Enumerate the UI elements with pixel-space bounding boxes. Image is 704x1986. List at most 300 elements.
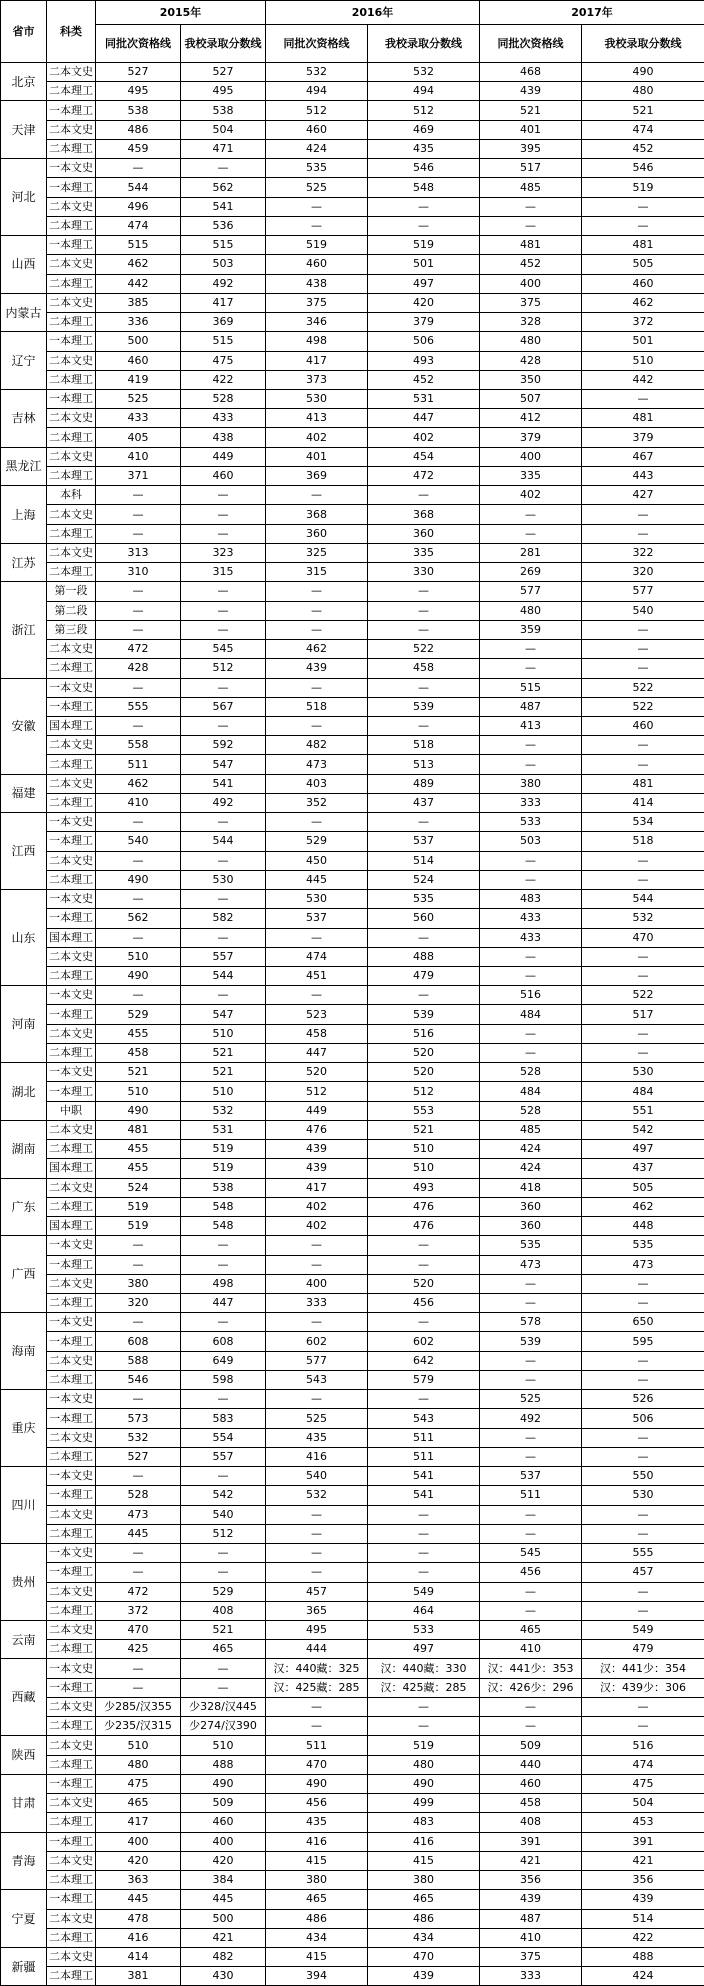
qualify-2015-cell: — [96, 851, 181, 870]
qualify-2016-cell: — [266, 1524, 368, 1543]
admit-2015-cell: 592 [181, 736, 266, 755]
category-cell: 国本理工 [47, 928, 96, 947]
admit-2015-cell: 490 [181, 1774, 266, 1793]
admit-2017-cell: — [582, 216, 704, 235]
admit-2016-cell: 519 [368, 236, 480, 255]
qualify-2015-cell: 474 [96, 216, 181, 235]
admit-2017-cell: 480 [582, 82, 704, 101]
admit-2016-cell: 447 [368, 409, 480, 428]
table-row [1, 813, 704, 832]
category-cell: 二本理工 [47, 1524, 96, 1543]
qualify-2017-cell: 517 [480, 159, 582, 178]
table-row [1, 1120, 704, 1139]
category-cell: 一本理工 [47, 178, 96, 197]
admit-2017-cell: 475 [582, 1774, 704, 1793]
category-cell: 二本文史 [47, 63, 96, 82]
qualify-2016-cell: 360 [266, 524, 368, 543]
qualify-2015-cell: 381 [96, 1967, 181, 1986]
table-row [1, 1467, 704, 1486]
table-row [1, 928, 704, 947]
province-cell: 海南 [1, 1313, 47, 1390]
admit-2015-cell: 519 [181, 1159, 266, 1178]
table-row [1, 1140, 704, 1159]
category-cell: 一本理工 [47, 1332, 96, 1351]
qualify-2017-cell: 421 [480, 1851, 582, 1870]
admit-2016-cell: 汉：440藏：330 [368, 1659, 480, 1678]
admit-2015-cell: — [181, 1659, 266, 1678]
admit-2015-cell: — [181, 505, 266, 524]
qualify-2017-cell: 521 [480, 101, 582, 120]
qualify-2015-cell: — [96, 505, 181, 524]
admit-2017-cell: — [582, 947, 704, 966]
admit-2016-cell: 476 [368, 1217, 480, 1236]
qualify-2016-cell: — [266, 678, 368, 697]
qualify-2017-cell: 328 [480, 313, 582, 332]
admit-2015-cell: 417 [181, 293, 266, 312]
admit-2017-cell: 522 [582, 678, 704, 697]
qualify-2016-cell: 543 [266, 1370, 368, 1389]
category-cell: 二本理工 [47, 466, 96, 485]
category-cell: 二本理工 [47, 1294, 96, 1313]
qualify-2015-cell: 510 [96, 1736, 181, 1755]
qualify-2017-cell: 360 [480, 1197, 582, 1216]
qualify-2015-cell: 445 [96, 1524, 181, 1543]
category-cell: 二本文史 [47, 447, 96, 466]
category-cell: 二本理工 [47, 1601, 96, 1620]
table-row [1, 293, 704, 312]
qualify-2015-cell: 455 [96, 1024, 181, 1043]
admit-2017-cell: — [582, 870, 704, 889]
admit-2015-cell: 438 [181, 428, 266, 447]
province-cell: 重庆 [1, 1390, 47, 1467]
table-row [1, 1390, 704, 1409]
admit-2016-cell: 489 [368, 774, 480, 793]
qualify-2016-cell: 518 [266, 697, 368, 716]
qualify-2017-cell: 480 [480, 332, 582, 351]
admit-2017-cell: 532 [582, 909, 704, 928]
category-cell: 二本理工 [47, 1043, 96, 1062]
admit-2016-cell: 501 [368, 255, 480, 274]
province-cell: 江西 [1, 813, 47, 890]
admit-2016-cell: 546 [368, 159, 480, 178]
category-cell: 国本理工 [47, 1217, 96, 1236]
category-cell: 二本文史 [47, 1024, 96, 1043]
admit-2015-cell: 503 [181, 255, 266, 274]
qualify-2017-cell: — [480, 640, 582, 659]
admit-2016-cell: — [368, 620, 480, 639]
admit-2017-cell: — [582, 736, 704, 755]
admit-2015-cell: 510 [181, 1082, 266, 1101]
admit-2015-cell: — [181, 1678, 266, 1697]
admit-2016-cell: — [368, 716, 480, 735]
admit-2017-cell: — [582, 755, 704, 774]
header-admit-2015: 我校录取分数线 [181, 25, 266, 63]
province-cell: 宁夏 [1, 1890, 47, 1948]
qualify-2015-cell: 490 [96, 1101, 181, 1120]
qualify-2017-cell: 535 [480, 1236, 582, 1255]
qualify-2017-cell: 379 [480, 428, 582, 447]
qualify-2017-cell: 359 [480, 620, 582, 639]
qualify-2015-cell: — [96, 1467, 181, 1486]
province-cell: 云南 [1, 1620, 47, 1658]
admit-2016-cell: 541 [368, 1467, 480, 1486]
admit-2017-cell: 457 [582, 1563, 704, 1582]
table-row [1, 774, 704, 793]
admit-2015-cell: 529 [181, 1582, 266, 1601]
admit-2016-cell: 512 [368, 1082, 480, 1101]
admit-2016-cell: 524 [368, 870, 480, 889]
admit-2016-cell: 汉：425藏：285 [368, 1678, 480, 1697]
table-row [1, 236, 704, 255]
admit-2016-cell: 511 [368, 1428, 480, 1447]
qualify-2017-cell: 424 [480, 1159, 582, 1178]
qualify-2016-cell: 476 [266, 1120, 368, 1139]
category-cell: 二本理工 [47, 1967, 96, 1986]
table-row [1, 370, 704, 389]
admit-2016-cell: 456 [368, 1294, 480, 1313]
qualify-2016-cell: 486 [266, 1909, 368, 1928]
qualify-2015-cell: — [96, 486, 181, 505]
qualify-2017-cell: — [480, 1024, 582, 1043]
admit-2016-cell: 499 [368, 1794, 480, 1813]
admit-2017-cell: — [582, 1717, 704, 1736]
admit-2015-cell: 422 [181, 370, 266, 389]
qualify-2016-cell: 402 [266, 1217, 368, 1236]
qualify-2017-cell: — [480, 851, 582, 870]
qualify-2017-cell: — [480, 1370, 582, 1389]
admit-2015-cell: — [181, 678, 266, 697]
category-cell: 二本理工 [47, 1755, 96, 1774]
qualify-2015-cell: 524 [96, 1178, 181, 1197]
admit-2015-cell: 545 [181, 640, 266, 659]
admit-2016-cell: 513 [368, 755, 480, 774]
admit-2017-cell: — [582, 640, 704, 659]
qualify-2017-cell: 333 [480, 793, 582, 812]
qualify-2016-cell: 403 [266, 774, 368, 793]
qualify-2017-cell: 433 [480, 909, 582, 928]
admit-2017-cell: 437 [582, 1159, 704, 1178]
admit-2017-cell: 551 [582, 1101, 704, 1120]
admit-2017-cell: 422 [582, 1928, 704, 1947]
category-cell: 二本文史 [47, 1947, 96, 1966]
category-cell: 二本文史 [47, 1178, 96, 1197]
qualify-2017-cell: 439 [480, 1890, 582, 1909]
admit-2015-cell: 510 [181, 1024, 266, 1043]
admit-2015-cell: 384 [181, 1871, 266, 1890]
qualify-2015-cell: 414 [96, 1947, 181, 1966]
category-cell: 二本理工 [47, 1813, 96, 1832]
category-cell: 一本文史 [47, 890, 96, 909]
table-row [1, 736, 704, 755]
header-category: 科类 [47, 1, 96, 63]
qualify-2015-cell: 608 [96, 1332, 181, 1351]
table-row [1, 620, 704, 639]
qualify-2016-cell: 529 [266, 832, 368, 851]
admit-2015-cell: 433 [181, 409, 266, 428]
qualify-2017-cell: — [480, 197, 582, 216]
admit-2016-cell: 579 [368, 1370, 480, 1389]
admit-2016-cell: 380 [368, 1871, 480, 1890]
qualify-2015-cell: 425 [96, 1640, 181, 1659]
admit-2016-cell: 464 [368, 1601, 480, 1620]
qualify-2016-cell: 457 [266, 1582, 368, 1601]
category-cell: 一本理工 [47, 1005, 96, 1024]
qualify-2015-cell: 519 [96, 1197, 181, 1216]
admit-2016-cell: 518 [368, 736, 480, 755]
qualify-2016-cell: 532 [266, 1486, 368, 1505]
qualify-2017-cell: 481 [480, 236, 582, 255]
qualify-2017-cell: 528 [480, 1101, 582, 1120]
category-cell: 中职 [47, 1101, 96, 1120]
admit-2015-cell: — [181, 1236, 266, 1255]
admit-2016-cell: 537 [368, 832, 480, 851]
admit-2015-cell: 475 [181, 351, 266, 370]
qualify-2017-cell: 507 [480, 389, 582, 408]
qualify-2017-cell: — [480, 1582, 582, 1601]
qualify-2016-cell: 352 [266, 793, 368, 812]
qualify-2016-cell: — [266, 1505, 368, 1524]
category-cell: 二本理工 [47, 967, 96, 986]
header-qualify-2015: 同批次资格线 [96, 25, 181, 63]
admit-2017-cell: 506 [582, 1409, 704, 1428]
admit-2016-cell: 539 [368, 697, 480, 716]
admit-2016-cell: 480 [368, 1755, 480, 1774]
admit-2015-cell: 567 [181, 697, 266, 716]
qualify-2015-cell: 459 [96, 139, 181, 158]
admit-2016-cell: 510 [368, 1140, 480, 1159]
qualify-2016-cell: 417 [266, 351, 368, 370]
province-cell: 内蒙古 [1, 293, 47, 331]
qualify-2015-cell: 442 [96, 274, 181, 293]
category-cell: 一本文史 [47, 1467, 96, 1486]
category-cell: 一本理工 [47, 101, 96, 120]
qualify-2015-cell: — [96, 524, 181, 543]
qualify-2017-cell: 545 [480, 1544, 582, 1563]
qualify-2016-cell: 373 [266, 370, 368, 389]
admit-2016-cell: 521 [368, 1120, 480, 1139]
admit-2016-cell: 402 [368, 428, 480, 447]
qualify-2017-cell: 375 [480, 1947, 582, 1966]
table-row [1, 967, 704, 986]
category-cell: 二本文史 [47, 1351, 96, 1370]
qualify-2015-cell: 519 [96, 1217, 181, 1236]
category-cell: 二本理工 [47, 1928, 96, 1947]
category-cell: 一本理工 [47, 832, 96, 851]
admit-2015-cell: 449 [181, 447, 266, 466]
table-row [1, 640, 704, 659]
table-row [1, 1351, 704, 1370]
qualify-2016-cell: 415 [266, 1851, 368, 1870]
category-cell: 一本文史 [47, 1659, 96, 1678]
admit-2015-cell: 540 [181, 1505, 266, 1524]
qualify-2015-cell: 588 [96, 1351, 181, 1370]
admit-2017-cell: — [582, 1524, 704, 1543]
qualify-2017-cell: — [480, 1601, 582, 1620]
table-row [1, 1409, 704, 1428]
qualify-2016-cell: 519 [266, 236, 368, 255]
admit-2016-cell: 548 [368, 178, 480, 197]
qualify-2017-cell: 473 [480, 1255, 582, 1274]
admit-2017-cell: 汉：441少：354 [582, 1659, 704, 1678]
admit-2016-cell: 553 [368, 1101, 480, 1120]
admit-2016-cell: — [368, 1505, 480, 1524]
admit-2015-cell: 509 [181, 1794, 266, 1813]
admit-2017-cell: 414 [582, 793, 704, 812]
admit-2016-cell: — [368, 813, 480, 832]
qualify-2016-cell: 368 [266, 505, 368, 524]
table-row [1, 1717, 704, 1736]
category-cell: 二本理工 [47, 428, 96, 447]
admit-2016-cell: 511 [368, 1447, 480, 1466]
qualify-2016-cell: 473 [266, 755, 368, 774]
admit-2016-cell: 465 [368, 1890, 480, 1909]
qualify-2015-cell: 525 [96, 389, 181, 408]
qualify-2017-cell: 350 [480, 370, 582, 389]
admit-2017-cell: — [582, 1351, 704, 1370]
qualify-2015-cell: 521 [96, 1063, 181, 1082]
table-row [1, 447, 704, 466]
admit-2017-cell: — [582, 620, 704, 639]
qualify-2016-cell: 413 [266, 409, 368, 428]
category-cell: 一本理工 [47, 1563, 96, 1582]
qualify-2016-cell: 511 [266, 1736, 368, 1755]
admit-2017-cell: — [582, 1274, 704, 1293]
province-cell: 四川 [1, 1467, 47, 1544]
qualify-2015-cell: 500 [96, 332, 181, 351]
admit-2016-cell: — [368, 486, 480, 505]
admit-2016-cell: 497 [368, 274, 480, 293]
category-cell: 一本理工 [47, 697, 96, 716]
province-cell: 湖南 [1, 1120, 47, 1178]
qualify-2017-cell: — [480, 1717, 582, 1736]
qualify-2016-cell: 537 [266, 909, 368, 928]
province-cell: 辽宁 [1, 332, 47, 390]
province-cell: 甘肃 [1, 1774, 47, 1832]
category-cell: 二本理工 [47, 1871, 96, 1890]
qualify-2015-cell: 460 [96, 351, 181, 370]
table-row [1, 120, 704, 139]
admit-2015-cell: — [181, 1255, 266, 1274]
qualify-2016-cell: 540 [266, 1467, 368, 1486]
table-row [1, 870, 704, 889]
qualify-2017-cell: 402 [480, 486, 582, 505]
qualify-2016-cell: 416 [266, 1832, 368, 1851]
category-cell: 一本理工 [47, 1774, 96, 1793]
qualify-2016-cell: 449 [266, 1101, 368, 1120]
admit-2015-cell: 544 [181, 832, 266, 851]
table-row [1, 1967, 704, 1986]
qualify-2015-cell: 385 [96, 293, 181, 312]
admit-2016-cell: 437 [368, 793, 480, 812]
admit-2015-cell: 421 [181, 1928, 266, 1947]
qualify-2016-cell: 458 [266, 1024, 368, 1043]
qualify-2016-cell: 417 [266, 1178, 368, 1197]
qualify-2017-cell: 516 [480, 986, 582, 1005]
qualify-2015-cell: 490 [96, 870, 181, 889]
table-row [1, 1871, 704, 1890]
qualify-2017-cell: 424 [480, 1140, 582, 1159]
admit-2016-cell: 531 [368, 389, 480, 408]
qualify-2015-cell: — [96, 620, 181, 639]
table-row [1, 486, 704, 505]
qualify-2017-cell: — [480, 1447, 582, 1466]
table-row [1, 216, 704, 235]
admit-2017-cell: 443 [582, 466, 704, 485]
qualify-2017-cell: 485 [480, 1120, 582, 1139]
admit-2016-cell: 360 [368, 524, 480, 543]
qualify-2015-cell: 372 [96, 1601, 181, 1620]
category-cell: 二本文史 [47, 1428, 96, 1447]
category-cell: 一本文史 [47, 986, 96, 1005]
admit-2016-cell: 510 [368, 1159, 480, 1178]
admit-2015-cell: 447 [181, 1294, 266, 1313]
admit-2016-cell: 497 [368, 1640, 480, 1659]
table-row [1, 582, 704, 601]
admit-2017-cell: 650 [582, 1313, 704, 1332]
admit-2017-cell: — [582, 1505, 704, 1524]
table-row [1, 716, 704, 735]
qualify-2016-cell: 416 [266, 1447, 368, 1466]
qualify-2016-cell: — [266, 716, 368, 735]
admit-2016-cell: 512 [368, 101, 480, 120]
admit-2016-cell: — [368, 1255, 480, 1274]
category-cell: 二本理工 [47, 82, 96, 101]
qualify-2016-cell: 460 [266, 120, 368, 139]
admit-2017-cell: 521 [582, 101, 704, 120]
qualify-2015-cell: 465 [96, 1794, 181, 1813]
table-row [1, 1640, 704, 1659]
qualify-2016-cell: 451 [266, 967, 368, 986]
qualify-2016-cell: 474 [266, 947, 368, 966]
admit-2015-cell: 400 [181, 1832, 266, 1851]
category-cell: 二本文史 [47, 736, 96, 755]
admit-2016-cell: 543 [368, 1409, 480, 1428]
qualify-2017-cell: 515 [480, 678, 582, 697]
admit-2016-cell: 493 [368, 351, 480, 370]
qualify-2015-cell: 486 [96, 120, 181, 139]
province-cell: 广西 [1, 1236, 47, 1313]
qualify-2015-cell: 540 [96, 832, 181, 851]
admit-2015-cell: 531 [181, 1120, 266, 1139]
province-cell: 青海 [1, 1832, 47, 1890]
qualify-2017-cell: 401 [480, 120, 582, 139]
admit-2016-cell: 472 [368, 466, 480, 485]
qualify-2015-cell: 458 [96, 1043, 181, 1062]
qualify-2017-cell: 539 [480, 1332, 582, 1351]
admit-2015-cell: — [181, 813, 266, 832]
admit-2015-cell: 649 [181, 1351, 266, 1370]
qualify-2015-cell: — [96, 1544, 181, 1563]
qualify-2017-cell: 356 [480, 1871, 582, 1890]
province-cell: 江苏 [1, 543, 47, 581]
admit-2016-cell: 379 [368, 313, 480, 332]
province-cell: 吉林 [1, 389, 47, 447]
qualify-2017-cell: 428 [480, 351, 582, 370]
admit-2017-cell: — [582, 1294, 704, 1313]
qualify-2015-cell: 478 [96, 1909, 181, 1928]
qualify-2016-cell: 512 [266, 1082, 368, 1101]
qualify-2016-cell: — [266, 1717, 368, 1736]
admit-2016-cell: — [368, 1717, 480, 1736]
category-cell: 二本文史 [47, 197, 96, 216]
qualify-2016-cell: 400 [266, 1274, 368, 1293]
qualify-2016-cell: 346 [266, 313, 368, 332]
qualify-2015-cell: 380 [96, 1274, 181, 1293]
qualify-2017-cell: 578 [480, 1313, 582, 1332]
qualify-2017-cell: 360 [480, 1217, 582, 1236]
header-year-2016: 2016年 [266, 1, 480, 25]
category-cell: 本科 [47, 486, 96, 505]
